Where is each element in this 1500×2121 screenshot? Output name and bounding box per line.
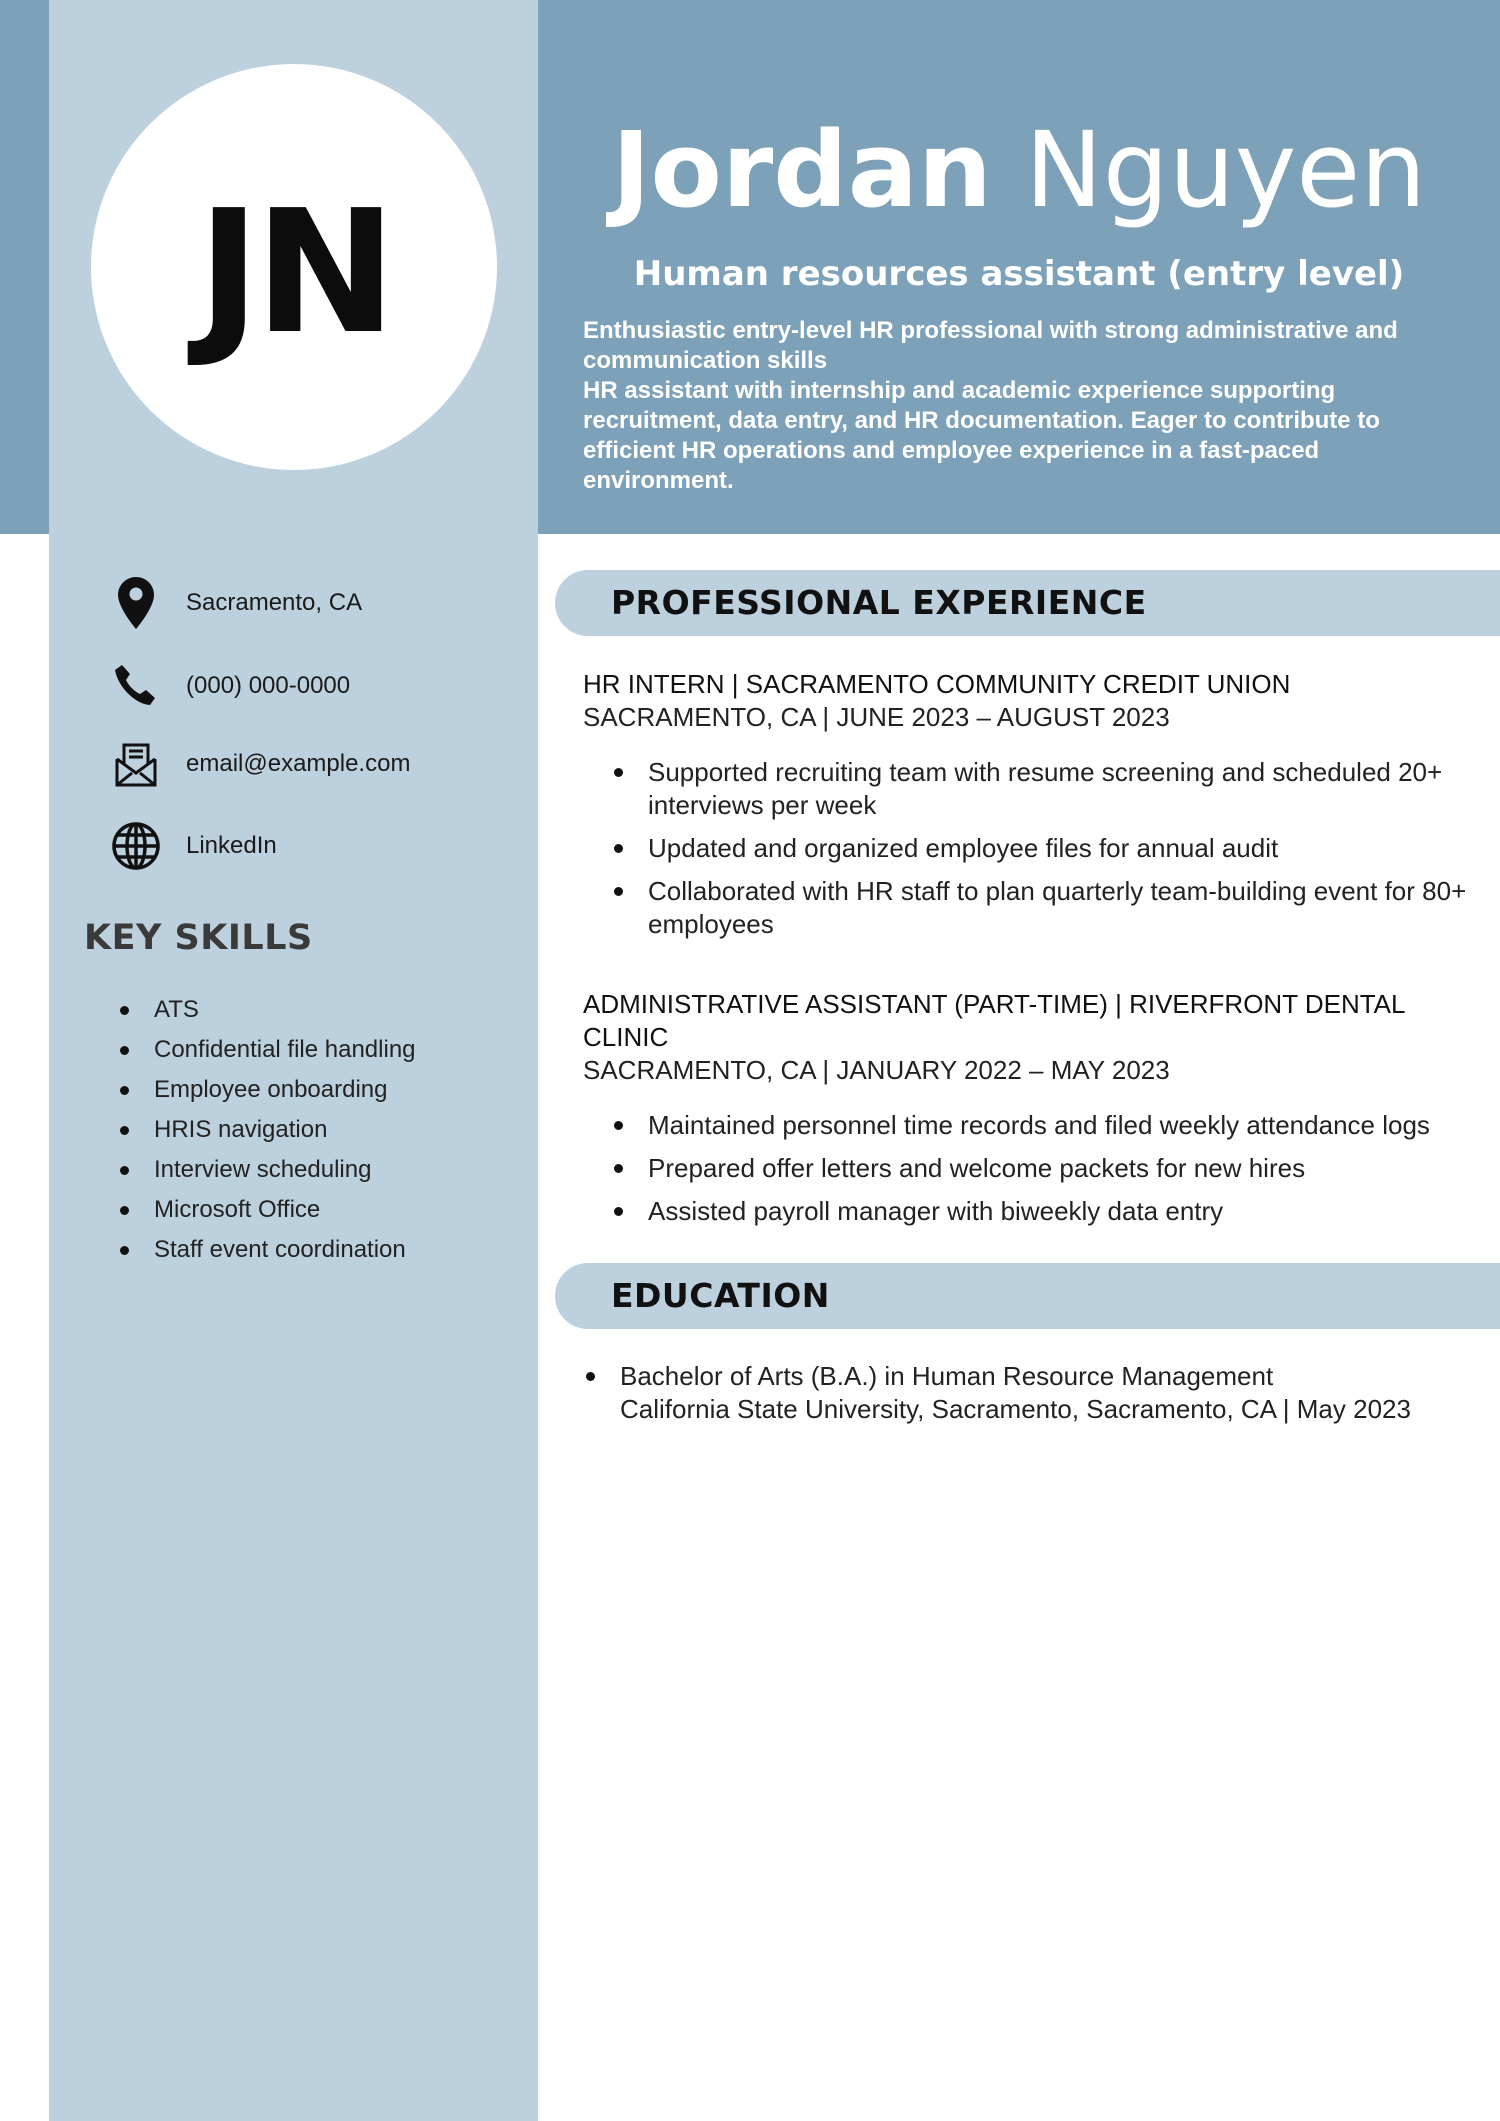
job-bullet: Maintained personnel time records and filed weekly attendance logs <box>583 1109 1483 1142</box>
contact-linkedin <box>110 816 277 876</box>
monogram-initials: JN <box>197 174 391 372</box>
job-bullets <box>583 1109 1483 1228</box>
skill-item: Employee onboarding <box>118 1070 416 1110</box>
skill-item: Confidential file handling <box>118 1030 416 1070</box>
education-entry <box>583 1360 1483 1426</box>
location-text: Sacramento, CA <box>186 589 363 616</box>
monogram-circle <box>91 64 497 470</box>
first-name: Jordan <box>611 109 992 231</box>
skills-list <box>118 990 416 1270</box>
experience-section-header <box>555 570 1500 636</box>
degree: Bachelor of Arts (B.A.) in Human Resource Management <box>620 1361 1274 1391</box>
location-pin-icon <box>110 577 162 629</box>
job-meta: SACRAMENTO, CA | JANUARY 2022 – MAY 2023 <box>583 1055 1170 1085</box>
education-heading: EDUCATION <box>611 1276 830 1315</box>
phone-icon <box>110 660 162 712</box>
contact-location <box>110 573 362 633</box>
job-entry <box>583 988 1483 1238</box>
globe-icon <box>110 820 162 872</box>
envelope-icon <box>110 738 162 790</box>
job-bullet: Updated and organized employee files for annual audit <box>583 832 1483 865</box>
skill-item: Microsoft Office <box>118 1190 416 1230</box>
contact-phone <box>110 656 350 716</box>
job-bullet: Collaborated with HR staff to plan quarterly team-building event for 80+ employees <box>583 875 1483 941</box>
last-name: Nguyen <box>1025 109 1427 231</box>
summary-headline: Enthusiastic entry-level HR professional with strong administrative and communication skills <box>583 317 1398 374</box>
summary-body: HR assistant with internship and academic experience supporting recruitment, data entry, and HR documentation. Eager to contribute to efficient HR operations and employee experience in a fast-paced environment. <box>583 377 1380 494</box>
skill-item: Interview scheduling <box>118 1150 416 1190</box>
candidate-name <box>538 109 1500 231</box>
job-meta: SACRAMENTO, CA | JUNE 2023 – AUGUST 2023 <box>583 702 1170 732</box>
skill-item: Staff event coordination <box>118 1230 416 1270</box>
job-title: HR INTERN | SACRAMENTO COMMUNITY CREDIT UNION <box>583 669 1291 699</box>
key-skills-heading: KEY SKILLS <box>84 918 313 958</box>
job-bullets <box>583 756 1483 941</box>
skill-item: HRIS navigation <box>118 1110 416 1150</box>
experience-heading: PROFESSIONAL EXPERIENCE <box>611 583 1147 622</box>
phone-text: (000) 000-0000 <box>186 672 351 699</box>
linkedin-link[interactable]: LinkedIn <box>186 832 277 859</box>
job-title: ADMINISTRATIVE ASSISTANT (PART-TIME) | RIVERFRONT DENTAL CLINIC <box>583 989 1405 1052</box>
job-bullet: Supported recruiting team with resume screening and scheduled 20+ interviews per week <box>583 756 1483 822</box>
contact-email <box>110 734 410 794</box>
email-text: email@example.com <box>186 750 411 777</box>
education-item <box>583 1360 1483 1426</box>
education-section-header <box>555 1263 1500 1329</box>
job-bullet: Prepared offer letters and welcome packets for new hires <box>583 1152 1483 1185</box>
school: California State University, Sacramento, Sacramento, CA | May 2023 <box>620 1394 1411 1424</box>
summary <box>583 316 1473 496</box>
job-role: Human resources assistant (entry level) <box>633 254 1405 294</box>
job-entry <box>583 668 1483 951</box>
job-bullet: Assisted payroll manager with biweekly data entry <box>583 1195 1483 1228</box>
skill-item: ATS <box>118 990 416 1030</box>
